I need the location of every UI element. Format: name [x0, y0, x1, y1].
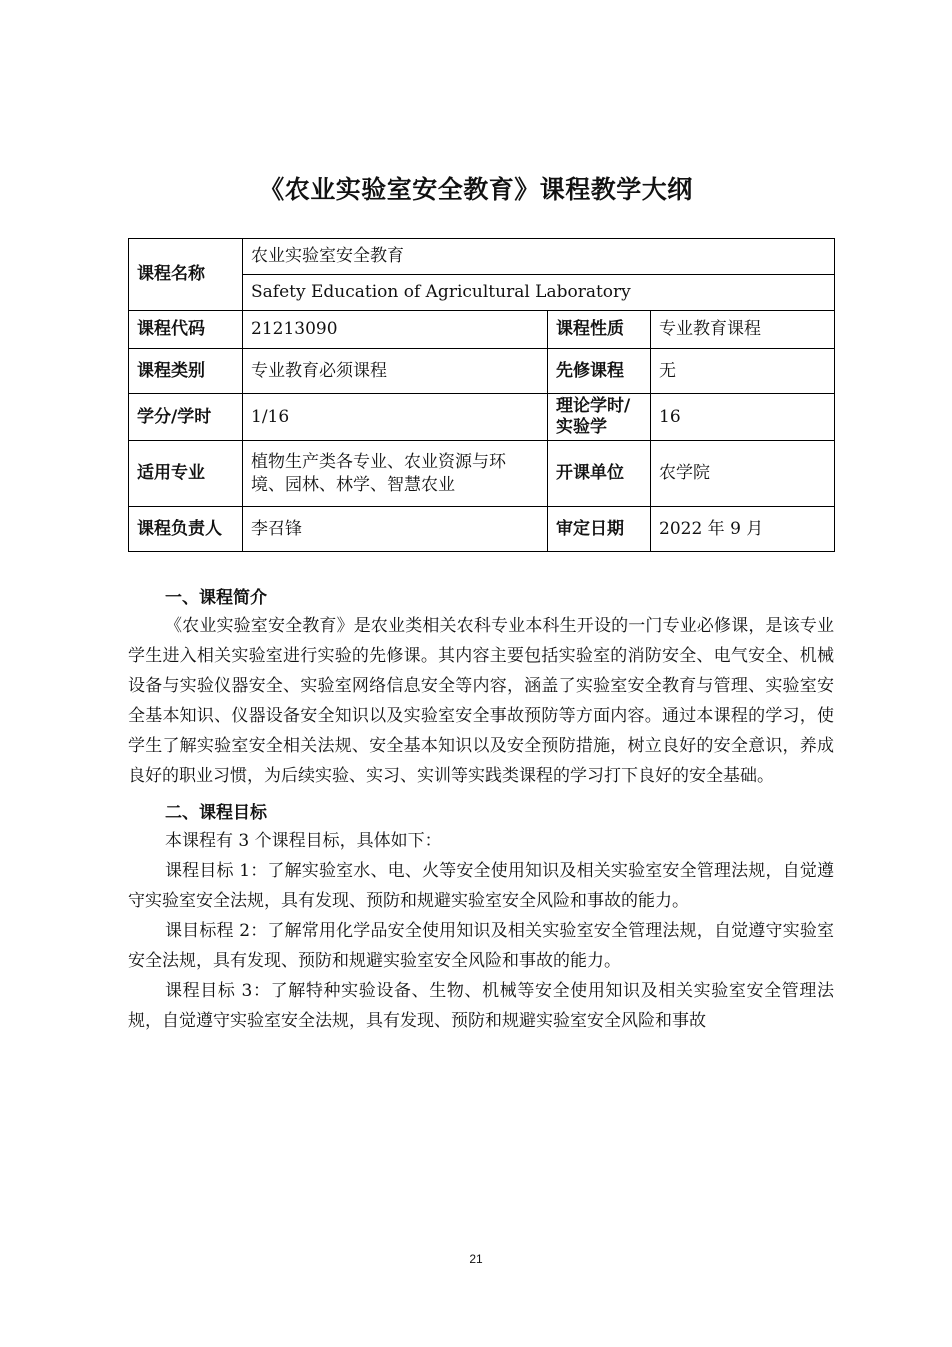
course-category: 专业教育必须课程 — [243, 349, 548, 394]
course-nature: 专业教育课程 — [651, 311, 835, 349]
prerequisite: 无 — [651, 349, 835, 394]
goal-3: 课程目标 3：了解特种实验设备、生物、机械等安全使用知识及相关实验室安全管理法规，自觉遵守实验室安全法规，具有发现、预防和规避实验室安全风险和事故 — [128, 981, 834, 1031]
document-body — [128, 586, 834, 1036]
intro-heading: 一、课程简介 — [165, 588, 267, 608]
document-title: 《农业实验室安全教育》课程教学大纲 — [259, 175, 693, 204]
course-code: 21213090 — [243, 311, 548, 349]
theory-hours-label: 理论学时/实验学 — [548, 394, 651, 441]
course-name-cn: 农业实验室安全教育 — [243, 239, 835, 275]
page-number: 21 — [469, 1252, 483, 1266]
review-date-label: 审定日期 — [548, 507, 651, 552]
course-name-en: Safety Education of Agricultural Laboratory — [243, 275, 835, 311]
goal-2: 课目标程 2：了解常用化学品安全使用知识及相关实验室安全管理法规，自觉遵守实验室安全法规，具有发现、预防和规避实验室安全风险和事故的能力。 — [128, 921, 834, 971]
theory-hours: 16 — [651, 394, 835, 441]
review-date: 2022 年 9 月 — [651, 507, 835, 552]
goals-heading: 二、课程目标 — [165, 803, 267, 823]
course-name-label: 课程名称 — [129, 239, 243, 311]
majors-label: 适用专业 — [129, 441, 243, 507]
dept-label: 开课单位 — [548, 441, 651, 507]
credits-label: 学分/学时 — [129, 394, 243, 441]
goals-intro: 本课程有 3 个课程目标，具体如下： — [165, 831, 442, 851]
course-category-label: 课程类别 — [129, 349, 243, 394]
owner-label: 课程负责人 — [129, 507, 243, 552]
credits: 1/16 — [243, 394, 548, 441]
majors: 植物生产类各专业、农业资源与环境、园林、林学、智慧农业 — [243, 441, 548, 507]
course-code-label: 课程代码 — [129, 311, 243, 349]
course-nature-label: 课程性质 — [548, 311, 651, 349]
prerequisite-label: 先修课程 — [548, 349, 651, 394]
intro-paragraph: 《农业实验室安全教育》是农业类相关农科专业本科生开设的一门专业必修课，是该专业学生进入相关实验室进行实验的先修课。其内容主要包括实验室的消防安全、电气安全、机械设备与实验仪器安全、实验室网络信息安全等内容，涵盖了实验室安全教育与管理、实验室安全基本知识、仪器设备安全知识以及实验室安全事故预防等方面内容。通过本课程的学习，使学生了解实验室安全相关法规、安全基本知识以及安全预防措施，树立良好的安全意识，养成良好的职业习惯，为后续实验、实习、实训等实践类课程的学习打下良好的安全基础。 — [128, 616, 834, 786]
goal-1: 课程目标 1：了解实验室水、电、火等安全使用知识及相关实验室安全管理法规，自觉遵守实验室安全法规，具有发现、预防和规避实验室安全风险和事故的能力。 — [128, 861, 834, 911]
dept: 农学院 — [651, 441, 835, 507]
owner: 李召锋 — [243, 507, 548, 552]
course-info-table — [128, 238, 835, 552]
